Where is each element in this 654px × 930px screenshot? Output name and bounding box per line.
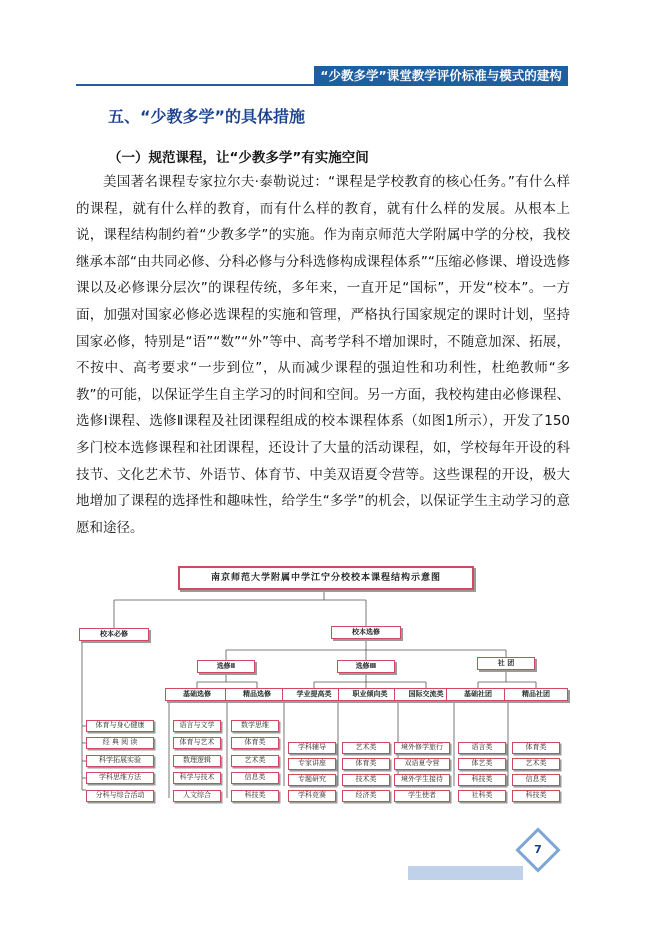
node-required: 校本必修 — [79, 628, 149, 641]
leaf: 体育类 — [342, 758, 390, 770]
group-premium-club: 精品社团 — [504, 688, 568, 701]
leaf: 境外学生接待 — [394, 774, 450, 786]
leaf: 艺术类 — [512, 758, 560, 770]
group-basic-club: 基础社团 — [446, 688, 510, 701]
node-xuanxiu2: 选修Ⅱ — [197, 660, 255, 673]
leaf: 经 典 阅 读 — [86, 737, 154, 749]
leaf: 数学思维 — [231, 720, 279, 732]
section-heading: 五、“少教多学”的具体措施 — [108, 107, 306, 126]
header-rule — [76, 84, 568, 86]
leaf: 经济类 — [342, 790, 390, 802]
running-header: “少教多学”课堂教学评价标准与模式的建构 — [314, 66, 568, 85]
leaf: 学生使者 — [394, 790, 450, 802]
leaf: 信息类 — [231, 772, 279, 784]
leaf: 分科与综合活动 — [86, 790, 154, 802]
leaf: 体育类 — [512, 742, 560, 754]
leaf: 艺术类 — [231, 755, 279, 767]
body-paragraph: 美国著名课程专家拉尔夫·泰勒说过：“课程是学校教育的核心任务。”有什么样的课程，就有什么样的教育，而有什么样的教育，就有什么样的发展。从根本上说，课程结构制约着“少教多学”的实施。作为南京师范大学附属中学的分校，我校继承本部“由共同必修、分科必修与分科选修构成课程体系”“压缩必修课、增设选修课以及必修课分层次”的课程传统，多年来，一直开足“国标”，开发“校本”。一方面，加强对国家必修必选课程的实施和管理，严格执行国家规定的课时计划，坚持国家必修，特别是“语”“数”“外”等中、高考学科不增加课时，不随意加深、拓展，不按中、高考要求“一步到位”，从而减少课程的强迫性和功利性，杜绝教师“多教”的可能，以保证学生自主学习的时间和空间。另一方面，我校构建由必修课程、选修Ⅰ课程、选修Ⅱ课程及社团课程组成的校本课程体系（如图1所示），开发了150多门校本选修课程和社团课程，还设计了大量的活动课程，如，学校每年开设的科技节、文化艺术节、外语节、体育节、中美双语夏令营等。这些课程的开设，极大地增加了课程的选择性和趣味性，给学生“多学”的机会，以保证学生主动学习的意愿和途径。 — [76, 174, 570, 536]
leaf: 数理逻辑 — [173, 755, 221, 767]
course-structure-diagram — [76, 558, 576, 818]
leaf: 境外修学旅行 — [394, 742, 450, 754]
group-career: 职业倾向类 — [338, 688, 402, 701]
page-number: 7 — [534, 843, 542, 856]
leaf: 社科类 — [458, 790, 506, 802]
node-xuanxiu3: 选修Ⅲ — [337, 660, 395, 673]
leaf: 人文综合 — [173, 790, 221, 802]
leaf: 语言类 — [458, 742, 506, 754]
group-academic: 学业提高类 — [282, 688, 346, 701]
group-international: 国际交流类 — [394, 688, 458, 701]
leaf: 信息类 — [512, 774, 560, 786]
leaf: 艺术类 — [342, 742, 390, 754]
group-basic-elective: 基础选修 — [165, 688, 229, 701]
leaf: 专家讲座 — [288, 758, 336, 770]
leaf: 体育与艺术 — [173, 737, 221, 749]
node-elective: 校本选修 — [331, 626, 401, 639]
leaf: 学科思维方法 — [86, 772, 154, 784]
leaf: 科学拓展实验 — [86, 755, 154, 767]
diagram-title: 南京师范大学附属中学江宁分校校本课程结构示意图 — [178, 566, 474, 590]
leaf: 科学与技术 — [173, 772, 221, 784]
leaf: 体艺类 — [458, 758, 506, 770]
leaf: 学科竞赛 — [288, 790, 336, 802]
section-subheading: （一）规范课程，让“少教多学”有实施空间 — [108, 150, 369, 166]
leaf: 体育类 — [231, 737, 279, 749]
footer-bar — [408, 866, 523, 880]
leaf: 体育与身心健康 — [86, 720, 154, 732]
group-premium-elective: 精品选修 — [225, 688, 289, 701]
node-club: 社 团 — [477, 657, 535, 670]
leaf: 双语夏令营 — [394, 758, 450, 770]
leaf: 科技类 — [458, 774, 506, 786]
leaf: 学科辅导 — [288, 742, 336, 754]
leaf: 专题研究 — [288, 774, 336, 786]
leaf: 技术类 — [342, 774, 390, 786]
leaf: 科技类 — [231, 790, 279, 802]
leaf: 科技类 — [512, 790, 560, 802]
leaf: 语言与文学 — [173, 720, 221, 732]
